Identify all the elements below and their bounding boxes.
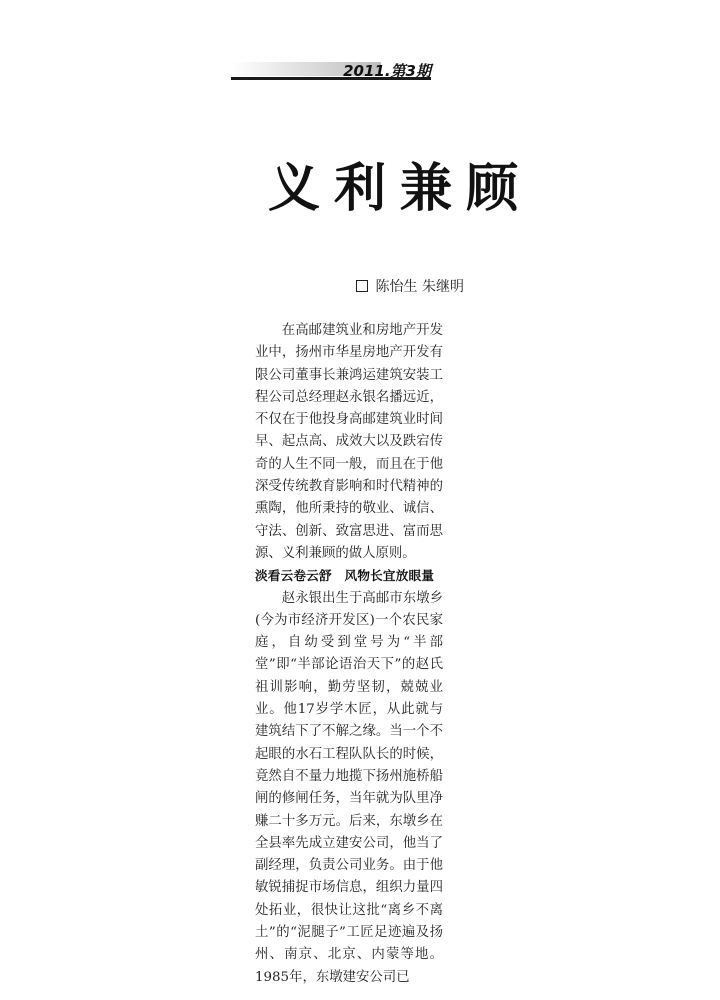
article-title: 义利兼顾 bbox=[268, 159, 533, 219]
body-paragraph-1: 在高邮建筑业和房地产开发业中，扬州市华星房地产开发有限公司董事长兼鸿运建筑安装工程公司总经理赵永银名播远近，不仅在于他投身高邮建筑业时间早、起点高、成效大以及跌宕传奇的人生不同一般，而且在于他深受传统教育影响和时代精神的熏陶，他所秉持的敬业、诚信、守法、创新、致富思进、富而思源、义利兼顾的做人原则。 bbox=[255, 323, 443, 561]
byline bbox=[356, 276, 464, 296]
byline-authors: 陈怡生 朱继明 bbox=[375, 279, 464, 295]
article-body bbox=[255, 320, 443, 989]
byline-square-icon bbox=[356, 280, 368, 292]
section-subheading: 淡看云卷云舒 风物长宜放眼量 bbox=[255, 568, 435, 584]
body-paragraph-2: 赵永银出生于高邮市东墩乡(今为市经济开发区)一个农民家庭，自幼受到堂号为“半部堂”即“半部论语治天下”的赵氏祖训影响，勤劳坚韧，兢兢业业。他17岁学木匠，从此就与建筑结下了不解之缘。当一个不起眼的水石工程队队长的时候，竟然自不量力地揽下扬州施桥船闸的修闸任务，当年就为队里净赚二十多万元。后来，东墩乡在全县率先成立建安公司，他当了副经理，负责公司业务。由于他敏锐捕捉市场信息，组织力量四处拓业，很快让这批“离乡不离土”的“泥腿子”工匠足迹遍及扬州、南京、北京、内蒙等地。1985年，东墩建安公司已 bbox=[255, 590, 443, 985]
issue-label: 2011.第3期 bbox=[343, 62, 431, 80]
